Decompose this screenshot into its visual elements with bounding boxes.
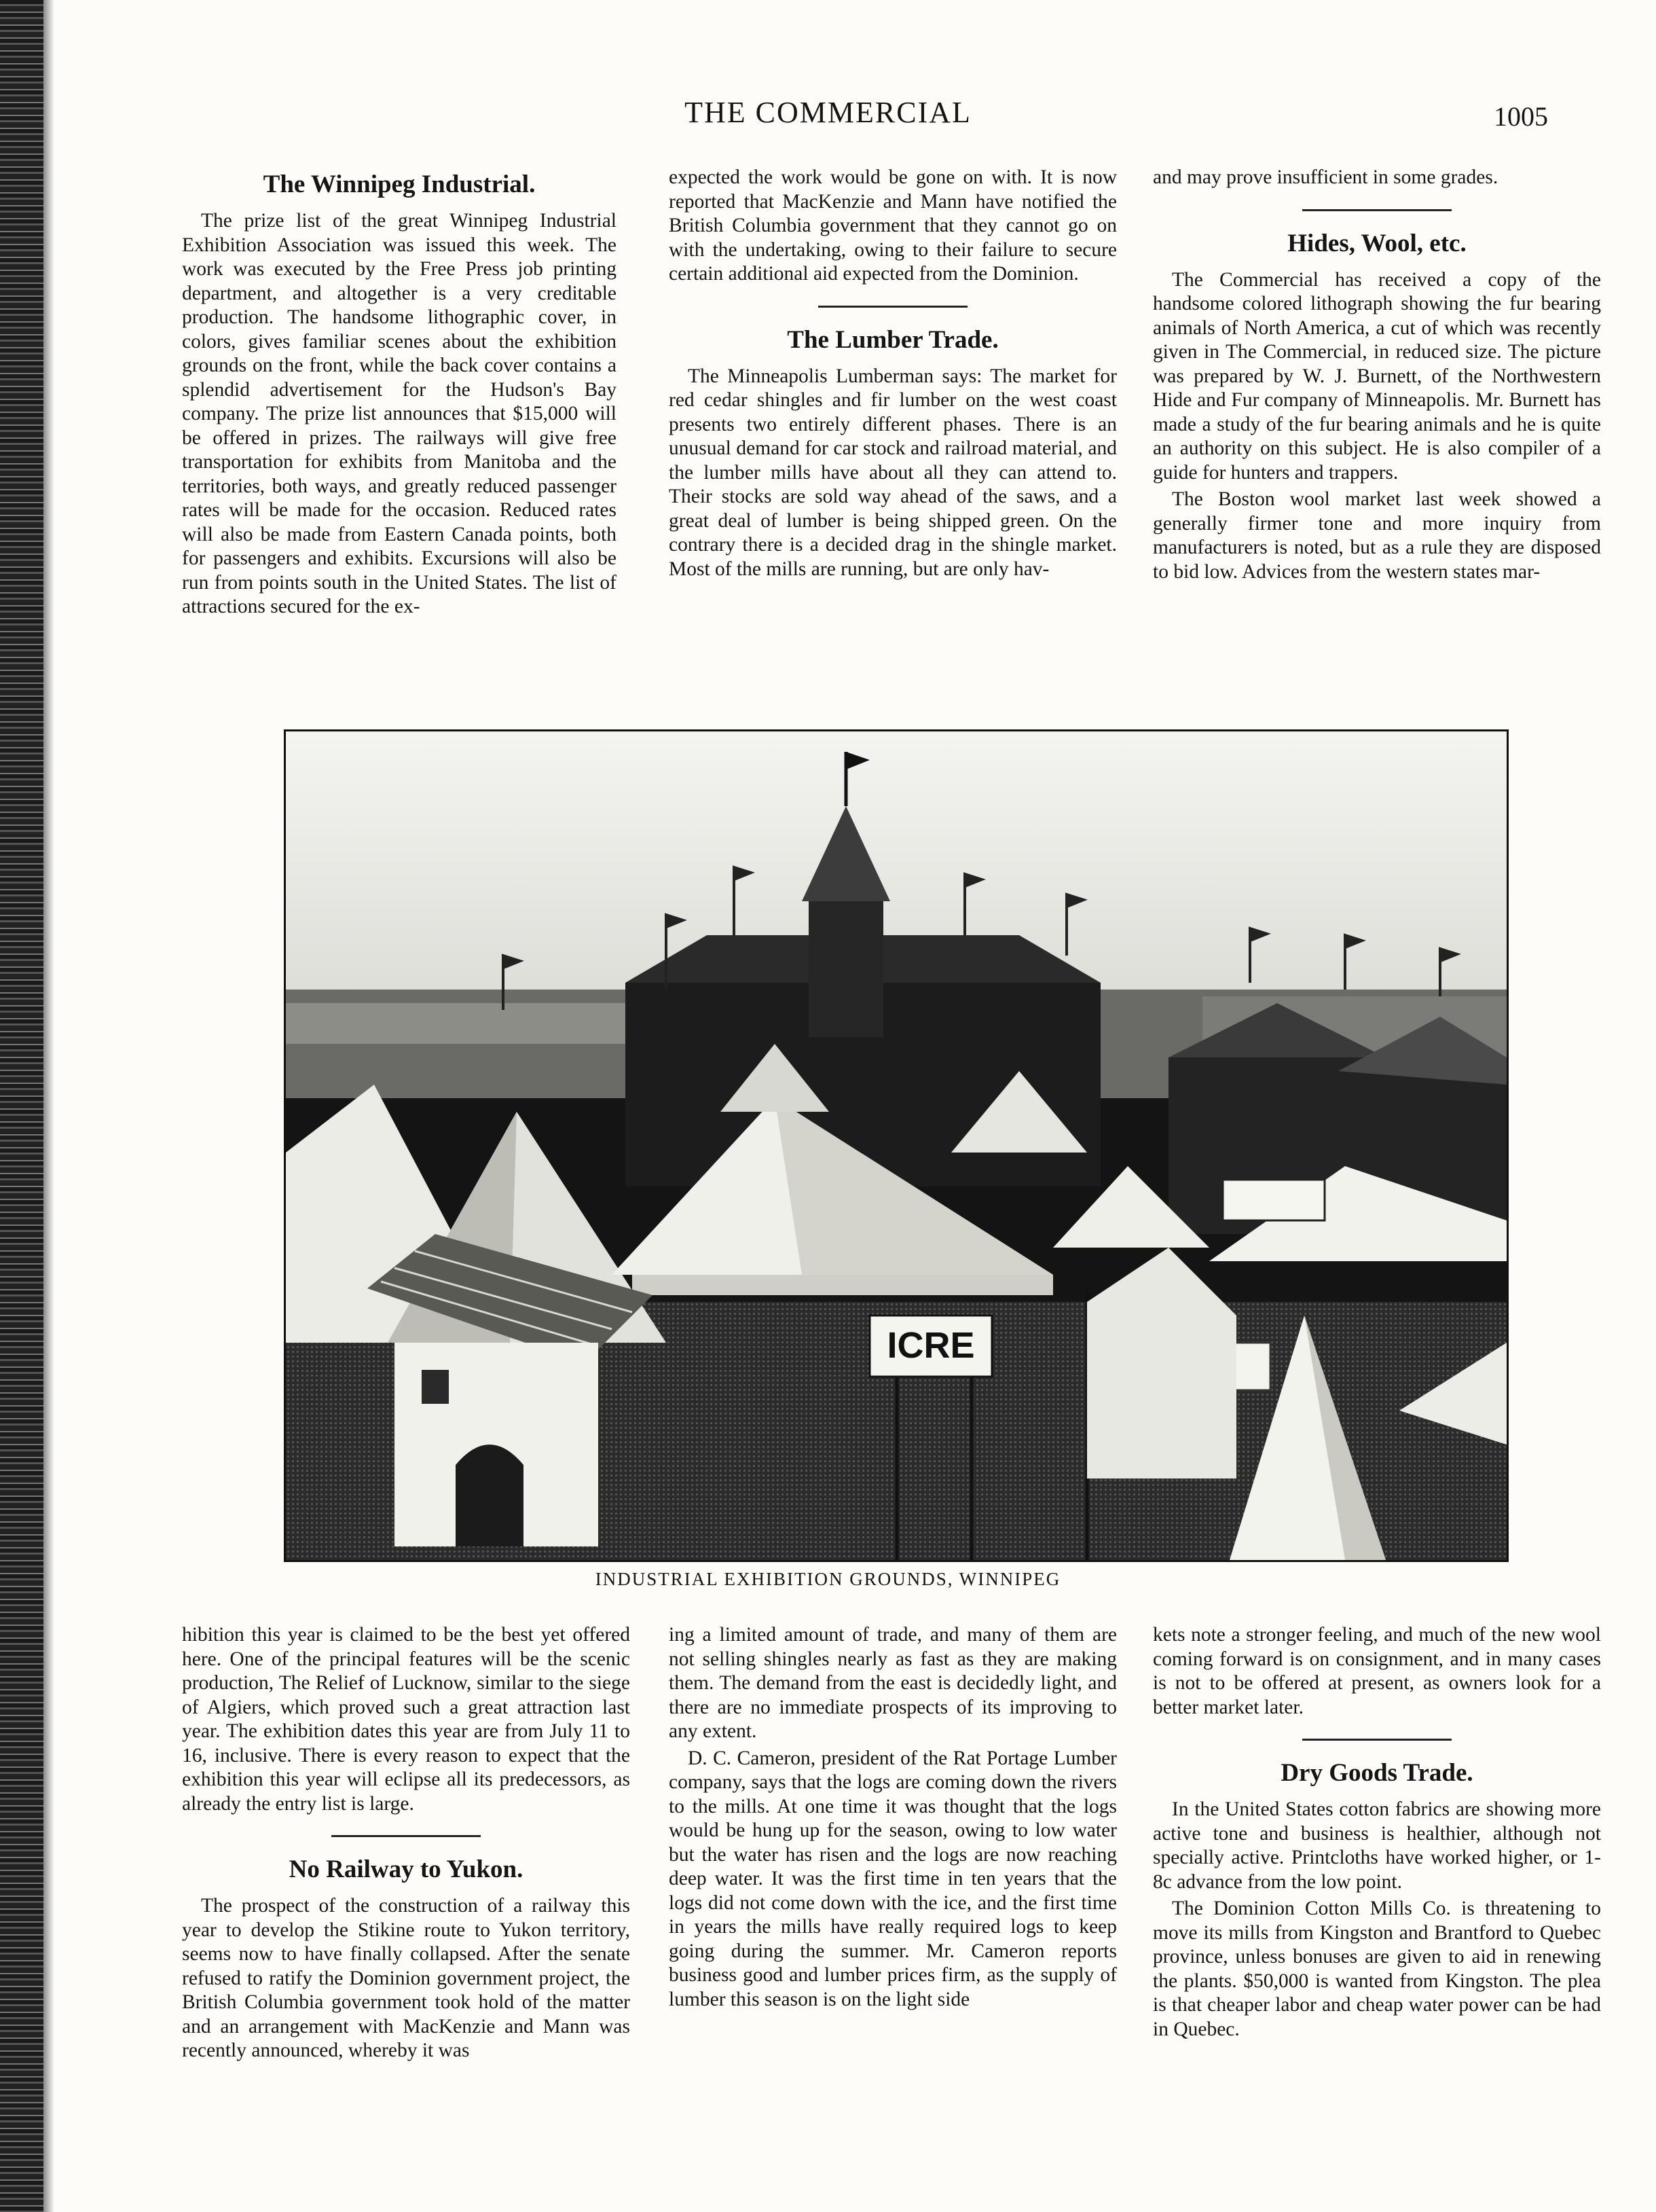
paragraph-shingle-continued: ing a limited amount of trade, and many of them are not selling shingles nearly as fast as they are making them. The demand from the east is decidedly light, and there are no immediate prospects of its improving to any extent. <box>669 1624 1117 1742</box>
bottom-column-2 <box>669 1623 1117 2194</box>
top-column-3 <box>1153 166 1601 709</box>
bottom-column-1 <box>182 1623 630 2194</box>
paragraph-lithograph: The Commercial has received a copy of the handsome colored lithograph showing the fur bearing animals of North America, a cut of which was recently given in The Commercial, in reduced size. The picture was prepared by W. J. Burnett, of the Northwestern Hide and Fur company of Minneapolis. Mr. Burnett has made a study of the fur bearing animals and he is quite an authority on this subject. He is also compiler of a guide for hunters and trappers. <box>1153 268 1601 484</box>
running-head: THE COMMERCIAL <box>684 96 972 129</box>
bottom-column-3 <box>1153 1623 1601 2194</box>
photo-sign-text: ICRE <box>887 1325 975 1366</box>
heading-lumber-trade: The Lumber Trade. <box>787 325 999 354</box>
photo-central-tower <box>809 901 883 1037</box>
paragraph-cotton-fabrics: In the United States cotton fabrics are showing more active tone and business is healthier, although not specially active. Printcloths have worked higher, or 1-8c advance from the low point. <box>1153 1798 1601 1893</box>
paragraph-dominion-cotton: The Dominion Cotton Mills Co. is threatening to move its mills from Kingston and Brantford to Quebec province, unless bonuses are given to aid in renewing the plants. $50,000 is wanted from Kingston. The plea is that cheaper labor and cheap water power can be had in Quebec. <box>1153 1898 1601 2040</box>
heading-hides-wool: Hides, Wool, etc. <box>1287 229 1467 257</box>
paragraph-winnipeg-industrial: The prize list of the great Winnipeg Industrial Exhibition Association was issued this week. The work was executed by the Free Press job printing department, and altogether is a very creditable production. The handsome lithographic cover, in colors, gives familiar scenes about the exhibition grounds on the front, while the back cover contains a splendid advertisement for the Hudson's Bay company. The prize list announces that $15,000 will be offered in prizes. The railways will give free transportation for exhibits from Manitoba and the territories, both ways, and greatly reduced passenger rates will be made for the occasion. Reduced rates will also be made from Eastern Canada points, both for passengers and exhibits. Excursions will also be run from points south in the United States. The list of attractions secured for the ex- <box>182 210 617 617</box>
paragraph-no-railway-yukon: The prospect of the construction of a railway this year to develop the Stikine route to Yukon territory, seems now to have finally collapsed. After the senate refused to ratify the Dominion government project, the British Columbia government took hold of the matter and an arrangement with MacKenzie and Mann was recently announced, whereby it was <box>182 1895 630 2061</box>
paragraph-wool-continued: kets note a stronger feeling, and much of the new wool coming forward is on consignment, and in many cases is not to be offered at present, as owners look for a better market later. <box>1153 1624 1601 1718</box>
heading-winnipeg-industrial: The Winnipeg Industrial. <box>263 170 536 198</box>
paragraph-yukon-continued: expected the work would be gone on with. It is now reported that MacKenzie and Mann have notified the British Columbia government that they cannot go on with the undertaking, owing to their failure to secure certain additional aid expected from the Dominion. <box>669 166 1117 285</box>
paragraph-lumber-trade: The Minneapolis Lumberman says: The market for red cedar shingles and fir lumber on the west coast presents two entirely different phases. There is an unusual demand for car stock and railroad material, and the lumber mills have about all they can attend to. Their stocks are sold way ahead of the saws, and a great deal of lumber is being shipped green. On the contrary there is a decided drag in the shingle market. Most of the mills are running, but are only hav- <box>669 365 1117 580</box>
page-number: 1005 <box>1494 101 1548 132</box>
photo-caption: INDUSTRIAL EXHIBITION GROUNDS, WINNIPEG <box>595 1569 1061 1589</box>
scan-binding-edge <box>0 0 43 2212</box>
paragraph-exhibition-continued: hibition this year is claimed to be the best yet offered here. One of the principal features will be the scenic production, The Relief of Lucknow, similar to the siege of Algiers, which proved such a great attraction last year. The exhibition dates this year are from July 11 to 16, inclusive. There is every reason to expect that the exhibition this year will eclipse all its predecessors, as already the entry list is large. <box>182 1624 630 1815</box>
top-column-1 <box>182 166 617 709</box>
section-divider <box>1302 1739 1452 1741</box>
top-column-2 <box>669 166 1117 709</box>
section-divider <box>1302 209 1452 211</box>
section-divider <box>331 1835 481 1837</box>
paragraph-grades-continued: and may prove insufficient in some grades. <box>1153 166 1498 188</box>
exhibition-grounds-photo <box>284 729 1509 1562</box>
paragraph-cameron: D. C. Cameron, president of the Rat Portage Lumber company, says that the logs are coming down the rivers to the mills. At one time it was thought that the logs would be hung up for the season, owing to low water but the water has risen and the logs are now reaching deep water. It was the first time in ten years that the logs did not come down with the ice, and the first time in years the mills have really required logs to keep going during the summer. Mr. Cameron reports business good and lumber prices firm, as the supply of lumber this season is on the light side <box>669 1747 1117 2010</box>
heading-no-railway-yukon: No Railway to Yukon. <box>289 1855 523 1883</box>
heading-dry-goods-trade: Dry Goods Trade. <box>1281 1759 1473 1787</box>
photo-banner <box>1223 1180 1325 1220</box>
section-divider <box>818 306 968 308</box>
paragraph-boston-wool: The Boston wool market last week showed a generally firmer tone and more inquiry from manufacturers is noted, but as a rule they are disposed to bid low. Advices from the western states mar- <box>1153 488 1601 583</box>
scan-binding-shadow <box>43 0 54 2212</box>
